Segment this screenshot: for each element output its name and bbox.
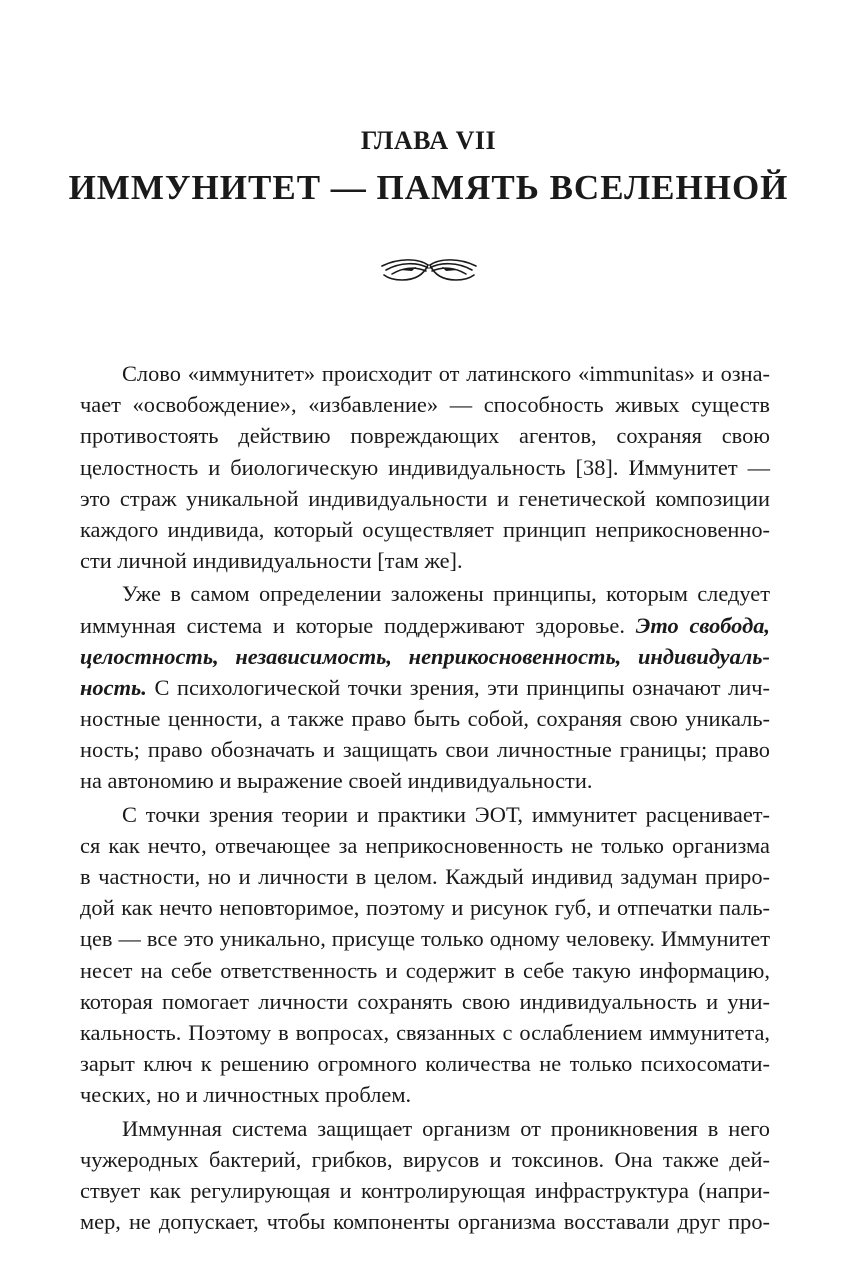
text-line: кальность. Поэтому в вопросах, связанных с ослаблением иммунитета, xyxy=(80,1019,770,1045)
text-line xyxy=(80,672,770,703)
text-line: зарыт ключ к решению огромного количества не только психосомати- xyxy=(80,1051,770,1077)
text-line: чает «освобождение», «избавление» — способность живых существ xyxy=(80,392,770,418)
emphasis-text: целостность, независимость, неприкосновенность, индивидуаль- xyxy=(80,643,770,669)
text-line: ность; право обозначать и защищать свои личностные границы; право xyxy=(80,737,770,763)
emphasis-text: Это свобода, xyxy=(635,612,770,638)
text-line: на автономию и выражение своей индивидуальности. xyxy=(80,768,593,794)
text-line: цев — все это уникально, присуще только одному человеку. Иммунитет xyxy=(80,926,770,952)
text-line: Иммунная система защищает организм от проникновения в него xyxy=(122,1115,770,1141)
text-line: ностные ценности, а также право быть собой, сохраняя свою уникаль- xyxy=(80,706,770,732)
text-run: С психологической точки зрения, эти принципы означают лич- xyxy=(146,674,770,700)
paragraph xyxy=(80,358,770,576)
paragraph xyxy=(80,1113,770,1238)
text-line: сти личной индивидуальности [там же]. xyxy=(80,548,463,574)
text-line: в частности, но и личности в целом. Каждый индивид задуман приро- xyxy=(80,864,770,889)
text-line: Слово «иммунитет» происходит от латинского «immunitas» и озна- xyxy=(122,361,770,386)
text-line: целостность и биологическую индивидуальность [38]. Иммунитет — xyxy=(80,454,770,480)
text-line xyxy=(80,610,770,641)
chapter-label: ГЛАВА VII xyxy=(360,126,497,155)
text-line: ся как нечто, отвечающее за неприкосновенность не только организма xyxy=(80,832,770,858)
text-line: С точки зрения теории и практики ЭОТ, иммунитет расценивает- xyxy=(122,801,770,827)
text-line: противостоять действию повреждающих агентов, сохраняя свою xyxy=(80,423,770,449)
text-line: чужеродных бактерий, грибков, вирусов и токсинов. Она также дей- xyxy=(80,1146,770,1172)
ornament-flourish-icon xyxy=(378,256,480,284)
text-line: это страж уникальной индивидуальности и генетической композиции xyxy=(80,485,770,511)
text-line: каждого индивида, который осуществляет принцип неприкосновенно- xyxy=(80,516,770,542)
chapter-body xyxy=(80,358,770,1237)
text-line: которая помогает личности сохранять свою индивидуальность и уни- xyxy=(80,988,770,1014)
text-line: мер, не допускает, чтобы компоненты организма восставали друг про- xyxy=(80,1209,770,1235)
text-line: ческих, но и личностных проблем. xyxy=(80,1082,412,1108)
text-line: Уже в самом определении заложены принципы, которым следует xyxy=(122,581,770,607)
text-run: иммунная система и которые поддерживают здоровье. xyxy=(80,612,636,638)
text-line: несет на себе ответственность и содержит в себе такую информацию, xyxy=(80,957,770,983)
emphasis-text: ность. xyxy=(80,674,147,700)
text-line: ствует как регулирующая и контролирующая инфраструктура (напри- xyxy=(80,1177,770,1203)
paragraph xyxy=(80,799,770,1111)
chapter-title: ИММУНИТЕТ — ПАМЯТЬ ВСЕЛЕННОЙ xyxy=(68,168,789,207)
text-line: дой как нечто неповторимое, поэтому и рисунок губ, и отпечатки паль- xyxy=(80,895,770,921)
paragraph xyxy=(80,578,770,796)
